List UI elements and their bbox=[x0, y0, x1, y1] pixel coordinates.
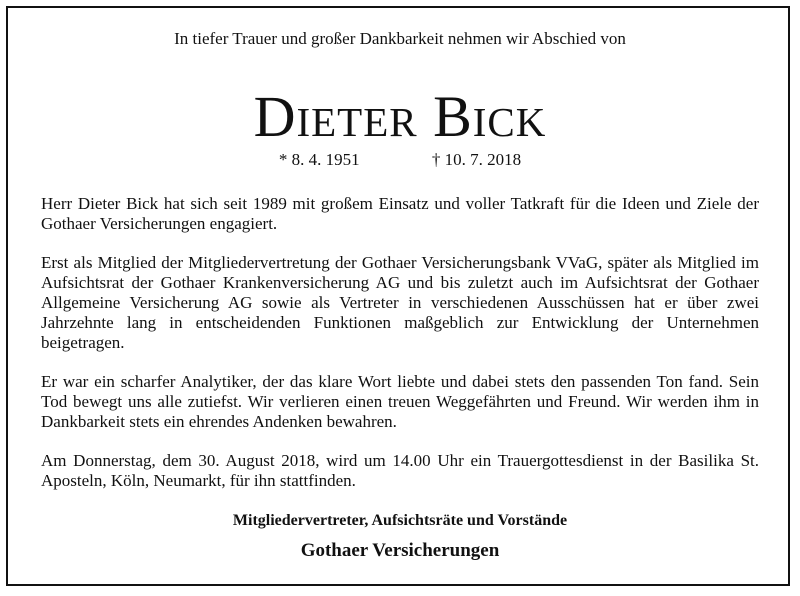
paragraph-engagement: Herr Dieter Bick hat sich seit 1989 mit großem Einsatz und voller Tatkraft für die Ideen und Ziele der Gothaer Versicherungen engagiert. bbox=[41, 194, 759, 233]
intro-line: In tiefer Trauer und großer Dankbarkeit nehmen wir Abschied von bbox=[174, 29, 626, 48]
paragraph-service: Am Donnerstag, dem 30. August 2018, wird um 14.00 Uhr ein Trauergottesdienst in der Basilika St. Aposteln, Köln, Neumarkt, für ihn stattfinden. bbox=[41, 451, 759, 490]
paragraph-career: Erst als Mitglied der Mitgliedervertretung der Gothaer Versicherungsbank VVaG, später als Mitglied im Aufsichtsrat der Gothaer Krankenversicherung AG und bis zuletzt auch im Aufsichtsrat der Gothaer Allgemeine Versicherung AG sowie als Vertreter in verschiedenen Ausschüssen hat er über zwei Jahrzehnte lang in entscheidenden Funktionen maßgeblich zur Entwicklung der Unternehmen beigetragen. bbox=[41, 253, 759, 352]
deceased-name: Dieter Bick bbox=[253, 84, 547, 149]
signatories: Mitgliedervertreter, Aufsichtsräte und Vorstände bbox=[232, 512, 568, 529]
paragraph-tribute: Er war ein scharfer Analytiker, der das klare Wort liebte und dabei stets den passenden Ton fand. Sein Tod bewegt uns alle zutiefst. Wir verlieren einen treuen Weggefährten und Freund. Wir werden ihm in Dankbarkeit stets ein ehrendes Andenken bewahren. bbox=[41, 372, 759, 431]
birth-date: * 8. 4. 1951 bbox=[278, 150, 360, 169]
notice-body bbox=[41, 194, 759, 510]
life-dates bbox=[0, 150, 800, 170]
company-name: Gothaer Versicherungen bbox=[300, 540, 500, 561]
death-date: † 10. 7. 2018 bbox=[431, 150, 522, 169]
